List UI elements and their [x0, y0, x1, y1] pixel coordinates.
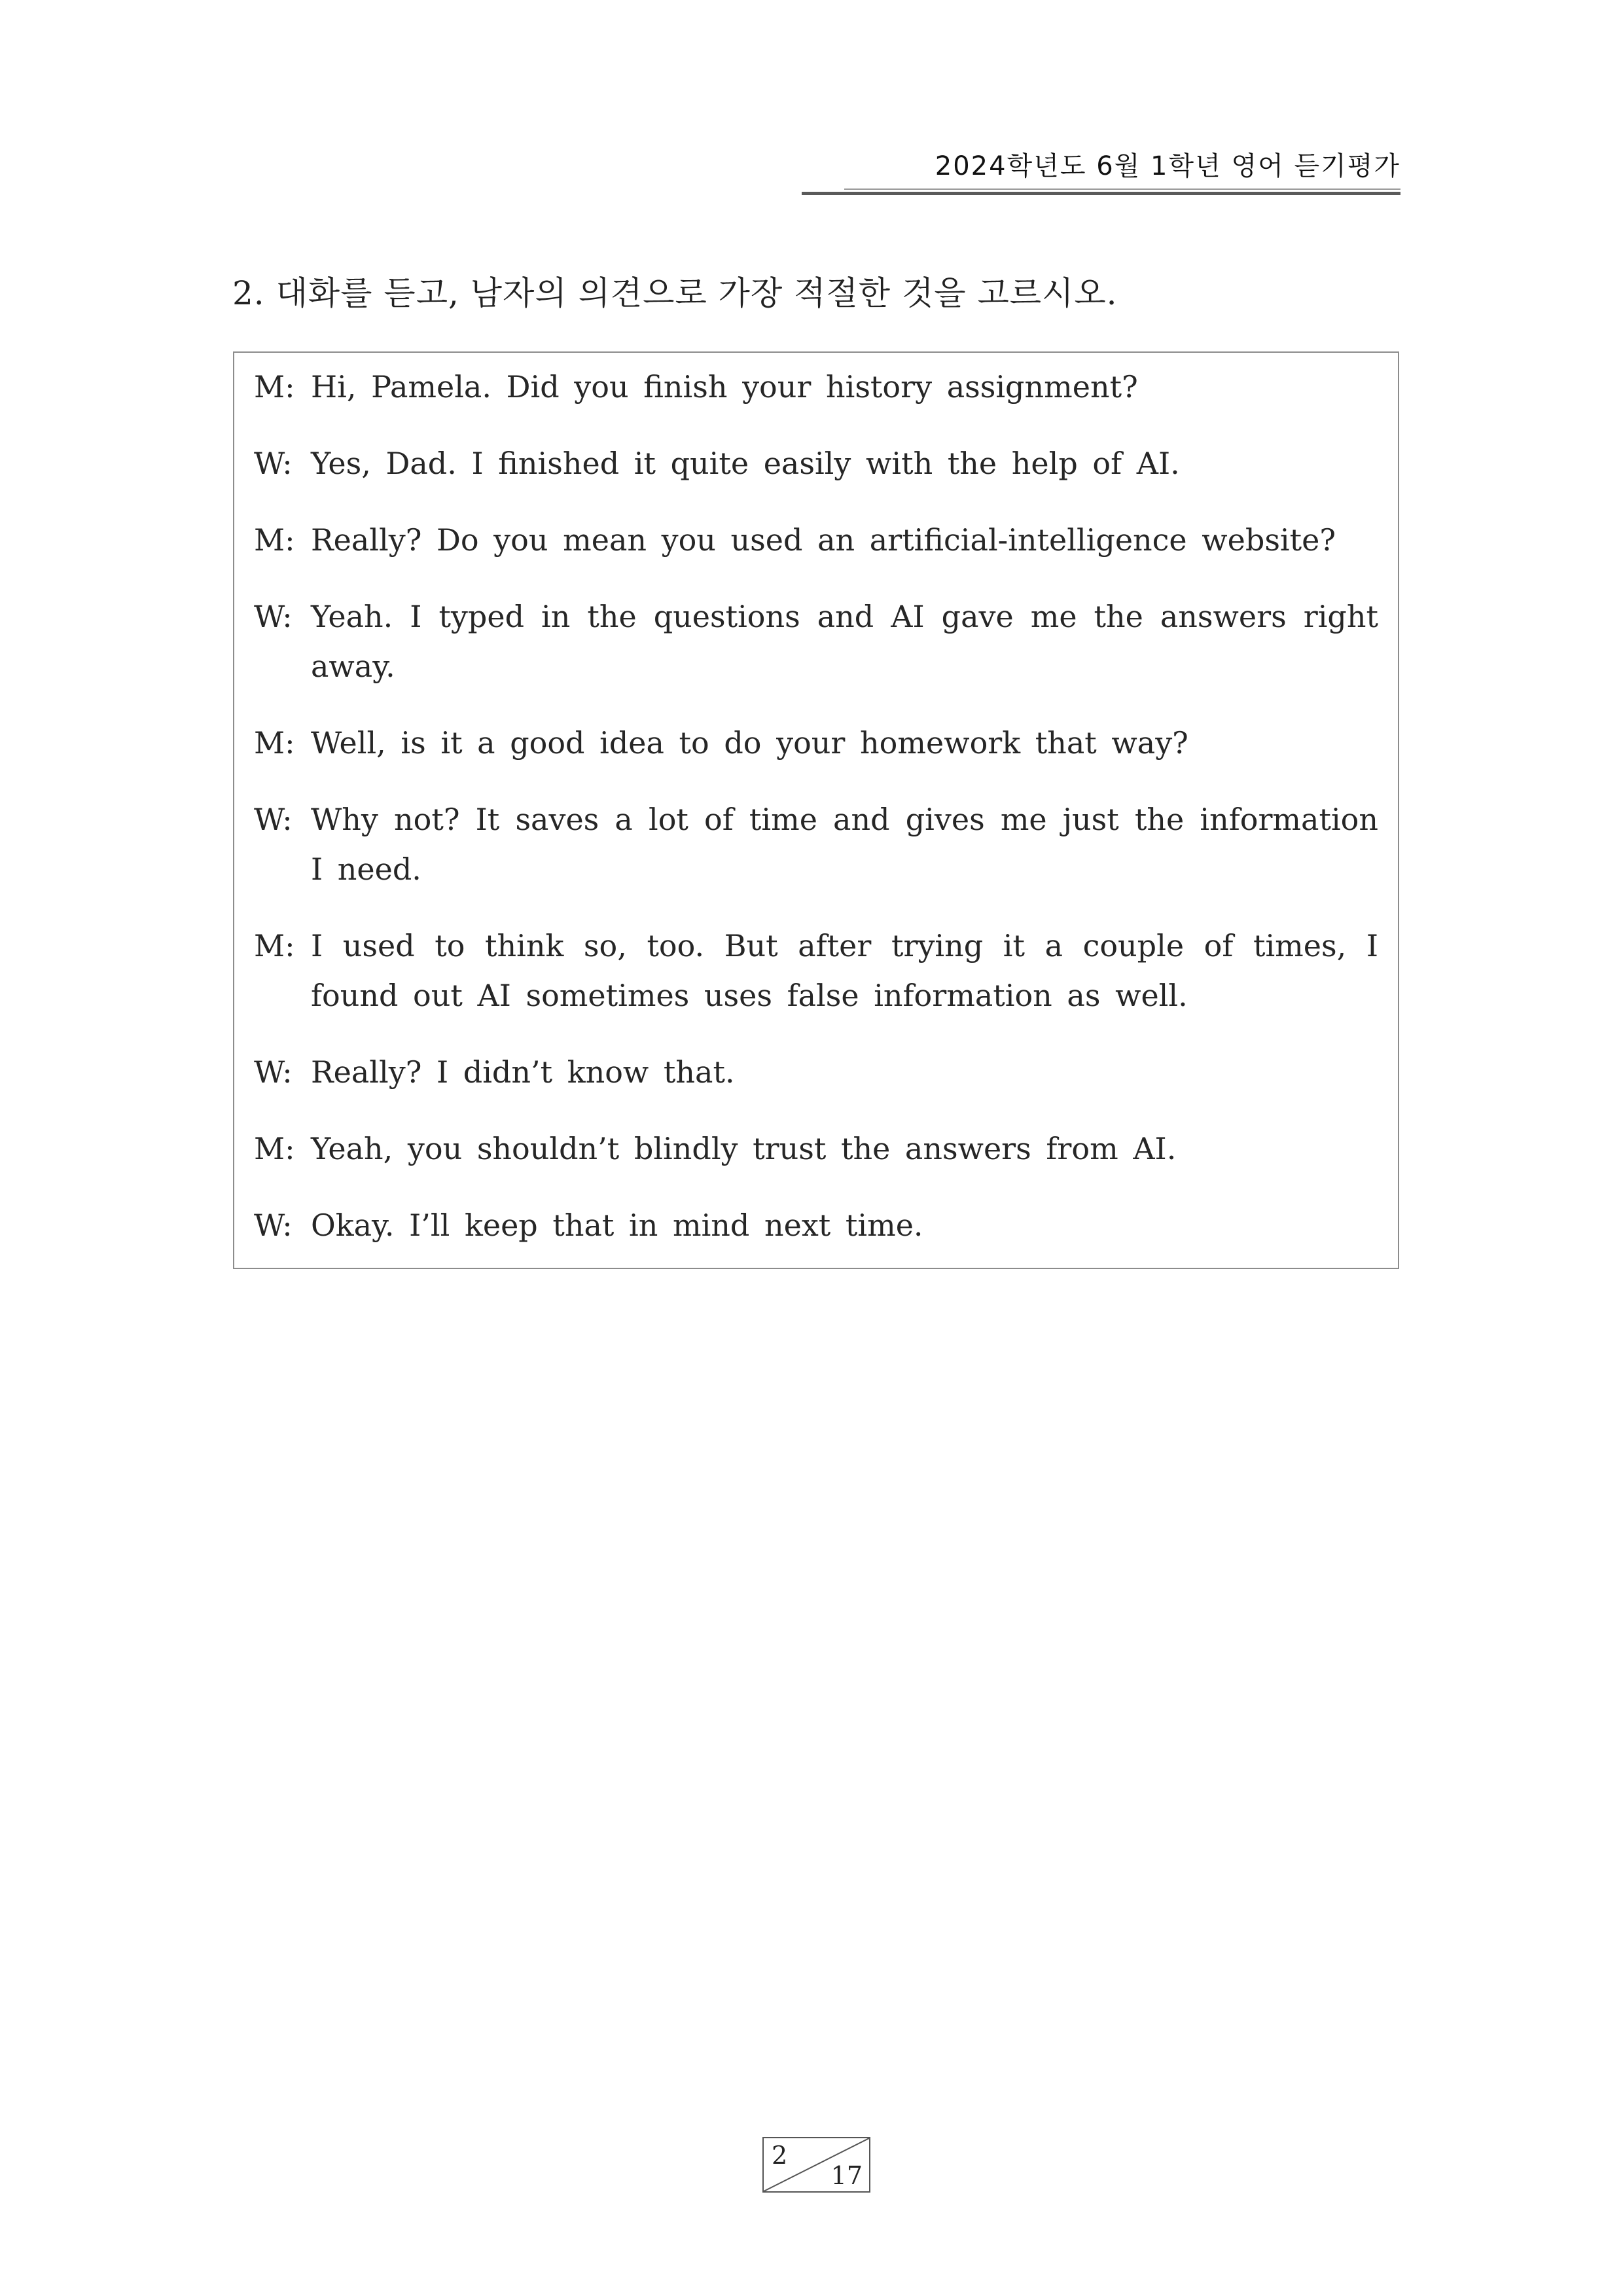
speaker-label: W:: [254, 1054, 293, 1090]
speaker-label: M:: [254, 1131, 295, 1166]
dialogue-line: [254, 1200, 1378, 1250]
speaker-label: M:: [254, 928, 295, 963]
utterance-text: Yeah. I typed in the questions and AI gave me the answers right away.: [311, 599, 1378, 684]
utterance-text: I used to think so, too. But after trying it a couple of times, I found out AI sometimes uses false information as well.: [311, 928, 1378, 1013]
exam-title: 2024학년도 6월 1학년 영어 듣기평가: [935, 151, 1400, 181]
utterance-text: Why not? It saves a lot of time and gives me just the information I need.: [311, 802, 1378, 887]
dialogue-line: [254, 921, 1378, 1020]
question-prompt: 2. 대화를 듣고, 남자의 의견으로 가장 적절한 것을 고르시오.: [232, 274, 1118, 312]
dialogue-transcript-box: [233, 351, 1399, 1269]
speaker-label: M:: [254, 725, 295, 761]
speaker-label: W:: [254, 599, 293, 634]
dialogue-line: [254, 439, 1378, 488]
utterance-text: Really? Do you mean you used an artificial-intelligence website?: [311, 522, 1336, 558]
dialogue-line: [254, 1124, 1378, 1174]
header-divider-thick: [802, 192, 1400, 195]
speaker-label: M:: [254, 369, 295, 404]
speaker-label: M:: [254, 522, 295, 558]
dialogue-line: [254, 592, 1378, 691]
current-page-number: 2: [772, 2141, 788, 2170]
dialogue-line: [254, 795, 1378, 894]
dialogue-line: [254, 515, 1378, 565]
speaker-label: W:: [254, 1208, 293, 1243]
utterance-text: Yeah, you shouldn’t blindly trust the answers from AI.: [311, 1131, 1177, 1166]
utterance-text: Yes, Dad. I finished it quite easily with the help of AI.: [311, 446, 1180, 481]
total-page-count: 17: [830, 2161, 863, 2190]
speaker-label: W:: [254, 802, 293, 837]
dialogue-line: [254, 718, 1378, 768]
utterance-text: Really? I didn’t know that.: [311, 1054, 735, 1090]
utterance-text: Okay. I’ll keep that in mind next time.: [311, 1208, 923, 1243]
utterance-text: Well, is it a good idea to do your homework that way?: [311, 725, 1188, 761]
dialogue-line: [254, 1047, 1378, 1097]
header-divider-thin: [844, 188, 1400, 190]
page-number-box: [762, 2137, 870, 2193]
dialogue-line: [254, 362, 1378, 412]
speaker-label: W:: [254, 446, 293, 481]
utterance-text: Hi, Pamela. Did you finish your history assignment?: [311, 369, 1138, 404]
